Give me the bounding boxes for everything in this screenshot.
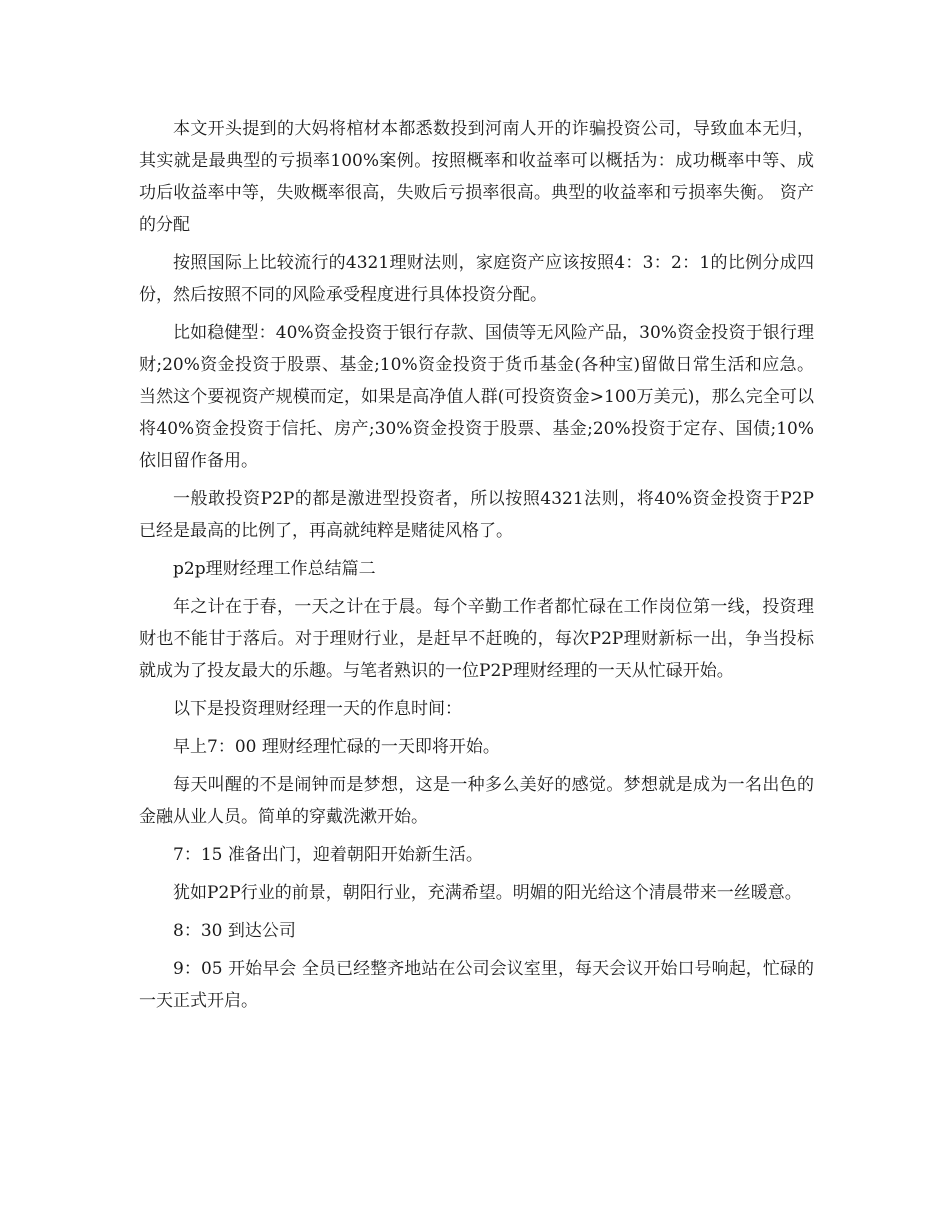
paragraph-7: 以下是投资理财经理一天的作息时间： — [173, 699, 462, 719]
schedule-0905: 9：05 开始早会 全员已经整齐地站在公司会议室里，每天会议开始口号响起，忙碌的一天正式开启。 — [139, 959, 814, 1011]
paragraph-11: 犹如P2P行业的前景，朝阳行业，充满希望。明媚的阳光给这个清晨带来一丝暖意。 — [173, 883, 802, 903]
paragraph-6: 年之计在于春，一天之计在于晨。每个辛勤工作者都忙碌在工作岗位第一线，投资理财也不能甘于落后。对于理财行业，是赶早不赶晚的，每次P2P理财新标一出，争当投标就成为了投友最大的乐趣。与笔者熟识的一位P2P理财经理的一天从忙碌开始。 — [139, 597, 814, 681]
paragraph-3: 比如稳健型：40%资金投资于银行存款、国债等无风险产品，30%资金投资于银行理财;20%资金投资于股票、基金;10%资金投资于货币基金(各种宝)留做日常生活和应急。 当然这个要视资产规模而定，如果是高净值人群(可投资资金>100万美元)，那么完全可以将40%资金投资于信托、房产;30%资金投资于股票、基金;20%投资于定存、国债;10%依旧留作备用。 — [139, 323, 814, 471]
schedule-0700: 早上7：00 理财经理忙碌的一天即将开始。 — [173, 737, 500, 757]
paragraph-4: 一般敢投资P2P的都是激进型投资者，所以按照4321法则，将40%资金投资于P2P已经是最高的比例了，再高就纯粹是赌徒风格了。 — [139, 489, 814, 541]
document-body — [139, 113, 814, 1023]
paragraph-1: 本文开头提到的大妈将棺材本都悉数投到河南人开的诈骗投资公司，导致血本无归，其实就是最典型的亏损率100%案例。按照概率和收益率可以概括为：成功概率中等、成功后收益率中等，失败概率很高，失败后亏损率很高。典型的收益率和亏损率失衡。 资产的分配 — [139, 119, 814, 235]
schedule-0715: 7：15 准备出门，迎着朝阳开始新生活。 — [173, 845, 483, 865]
schedule-0830: 8：30 到达公司 — [173, 921, 296, 941]
section-heading: p2p理财经理工作总结篇二 — [173, 559, 376, 579]
paragraph-9: 每天叫醒的不是闹钟而是梦想，这是一种多么美好的感觉。梦想就是成为一名出色的金融从业人员。简单的穿戴洗漱开始。 — [139, 775, 814, 827]
paragraph-2: 按照国际上比较流行的4321理财法则，家庭资产应该按照4：3：2：1的比例分成四份，然后按照不同的风险承受程度进行具体投资分配。 — [139, 253, 814, 305]
